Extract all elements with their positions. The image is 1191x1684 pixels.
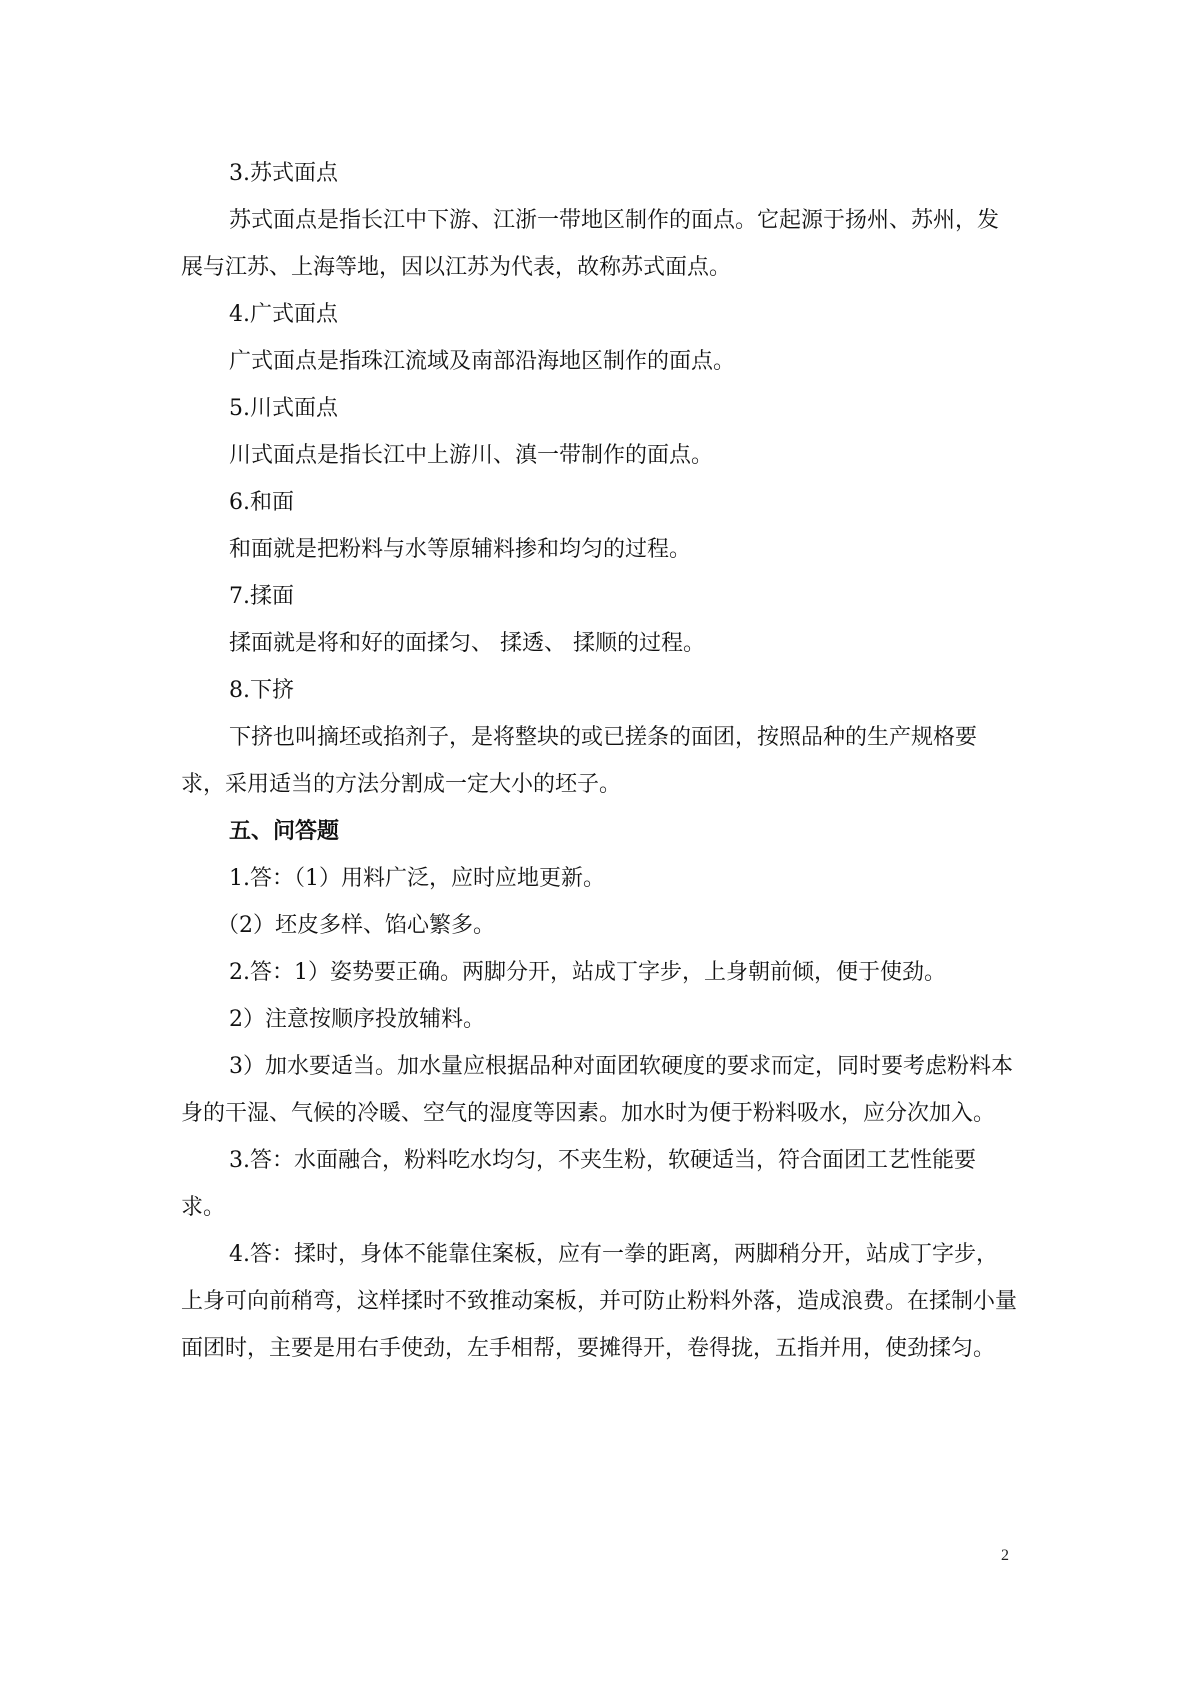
term-title-dividing-dough: 8.下挤 (229, 678, 294, 703)
answer-1-part-2: （2）坯皮多样、馅心繁多。 (217, 913, 495, 938)
term-title-kneading: 7.揉面 (229, 584, 294, 609)
page-number: 2 (1001, 1547, 1009, 1564)
answer-3: 3.答：水面融合，粉料吃水均匀，不夹生粉，软硬适当，符合面团工艺性能要求。 (181, 1148, 976, 1220)
term-definition-dividing-dough: 下挤也叫摘坯或掐剂子，是将整块的或已搓条的面团，按照品种的生产规格要求，采用适当的方法分割成一定大小的坯子。 (181, 725, 978, 797)
answer-4: 4.答：揉时，身体不能靠住案板，应有一拳的距离，两脚稍分开，站成丁字步，上身可向前稍弯，这样揉时不致推动案板，并可防止粉料外落，造成浪费。在揉制小量面团时，主要是用右手使劲，左手相帮，要摊得开，卷得拢，五指并用，使劲揉匀。 (181, 1242, 1018, 1361)
term-definition-kneading: 揉面就是将和好的面揉匀、 揉透、 揉顺的过程。 (229, 631, 705, 656)
term-title-sichuan-dim-sum: 5.川式面点 (229, 396, 338, 421)
term-title-dough-mixing: 6.和面 (229, 490, 294, 515)
term-definition-sichuan-dim-sum: 川式面点是指长江中上游川、滇一带制作的面点。 (229, 443, 714, 468)
section-heading-qa: 五、问答题 (229, 818, 340, 844)
term-definition-cantonese-dim-sum: 广式面点是指珠江流域及南部沿海地区制作的面点。 (229, 349, 736, 374)
answer-2-part-3: 3）加水要适当。加水量应根据品种对面团软硬度的要求而定，同时要考虑粉料本身的干湿、气候的冷暖、空气的湿度等因素。加水时为便于粉料吸水，应分次加入。 (181, 1054, 1013, 1126)
answer-2-part-2: 2）注意按顺序投放辅料。 (229, 1007, 485, 1032)
term-definition-suzhou-dim-sum: 苏式面点是指长江中下游、江浙一带地区制作的面点。它起源于扬州、苏州，发展与江苏、上海等地，因以江苏为代表，故称苏式面点。 (181, 208, 1000, 280)
answer-2-part-1: 2.答：1）姿势要正确。两脚分开，站成丁字步，上身朝前倾，便于使劲。 (229, 960, 946, 985)
answer-1-part-1: 1.答：（1）用料广泛，应时应地更新。 (229, 866, 605, 891)
document-body (181, 150, 1017, 1372)
term-definition-dough-mixing: 和面就是把粉料与水等原辅料掺和均匀的过程。 (229, 537, 692, 562)
term-title-cantonese-dim-sum: 4.广式面点 (229, 302, 338, 327)
term-title-suzhou-dim-sum: 3.苏式面点 (229, 161, 338, 186)
